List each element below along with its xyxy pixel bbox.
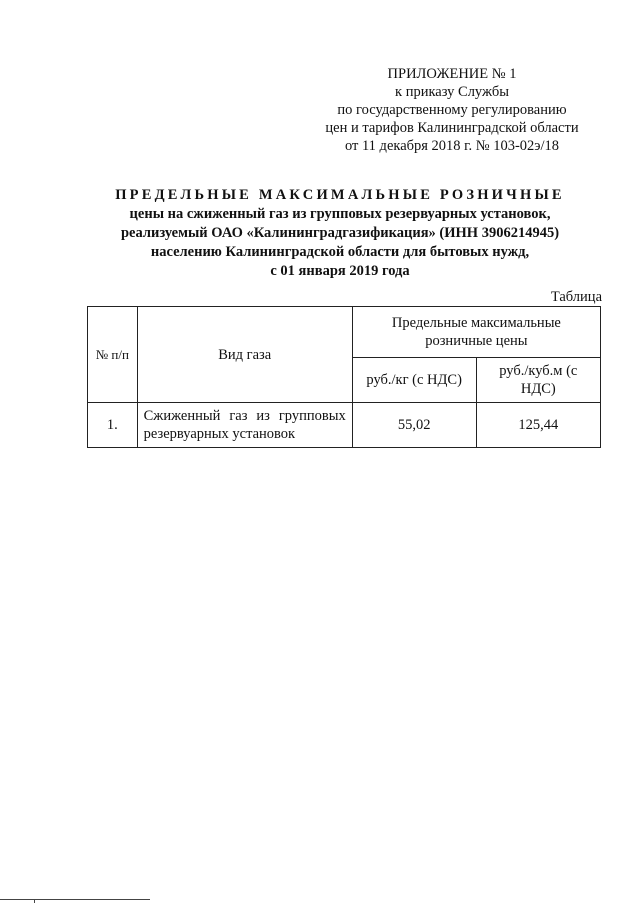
appendix-header bbox=[302, 65, 602, 155]
appendix-order-ref: к приказу Службы bbox=[395, 84, 509, 100]
header-gas-type: Вид газа bbox=[137, 307, 352, 403]
price-table bbox=[87, 306, 601, 448]
row-price-m3: 125,44 bbox=[476, 403, 600, 448]
title-line-4: населению Калининградской области для бытовых нужд, bbox=[150, 244, 530, 260]
row-number: 1. bbox=[88, 403, 138, 448]
title-line-2: цены на сжиженный газ из групповых резервуарных установок, bbox=[129, 206, 551, 222]
appendix-authority-region: цен и тарифов Калининградской области bbox=[325, 120, 579, 136]
title-line-3: реализуемый ОАО «Калининградгазификация» (ИНН 3906214945) bbox=[120, 225, 560, 241]
title-main: ПРЕДЕЛЬНЫЕ МАКСИМАЛЬНЫЕ РОЗНИЧНЫЕ bbox=[115, 187, 565, 203]
row-gas-type: Сжиженный газ из групповых резервуарных установок bbox=[137, 403, 352, 448]
header-unit-kg: руб./кг (с НДС) bbox=[352, 358, 476, 403]
header-number: № п/п bbox=[88, 307, 138, 403]
appendix-title: ПРИЛОЖЕНИЕ № 1 bbox=[387, 66, 517, 82]
title-line-5: с 01 января 2019 года bbox=[270, 263, 410, 279]
table-caption: Таблица bbox=[550, 289, 602, 305]
appendix-authority: по государственному регулированию bbox=[337, 102, 567, 118]
row-price-kg: 55,02 bbox=[352, 403, 476, 448]
table-row bbox=[88, 403, 601, 448]
header-unit-m3: руб./куб.м (с НДС) bbox=[476, 358, 600, 403]
header-max-prices: Предельные максимальные розничные цены bbox=[352, 307, 600, 358]
footer-rule bbox=[0, 899, 150, 900]
document-title bbox=[60, 186, 620, 281]
appendix-order-date: от 11 декабря 2018 г. № 103-02э/18 bbox=[344, 138, 560, 154]
table-header-row bbox=[88, 307, 601, 358]
footer-rule-tick bbox=[34, 899, 35, 903]
